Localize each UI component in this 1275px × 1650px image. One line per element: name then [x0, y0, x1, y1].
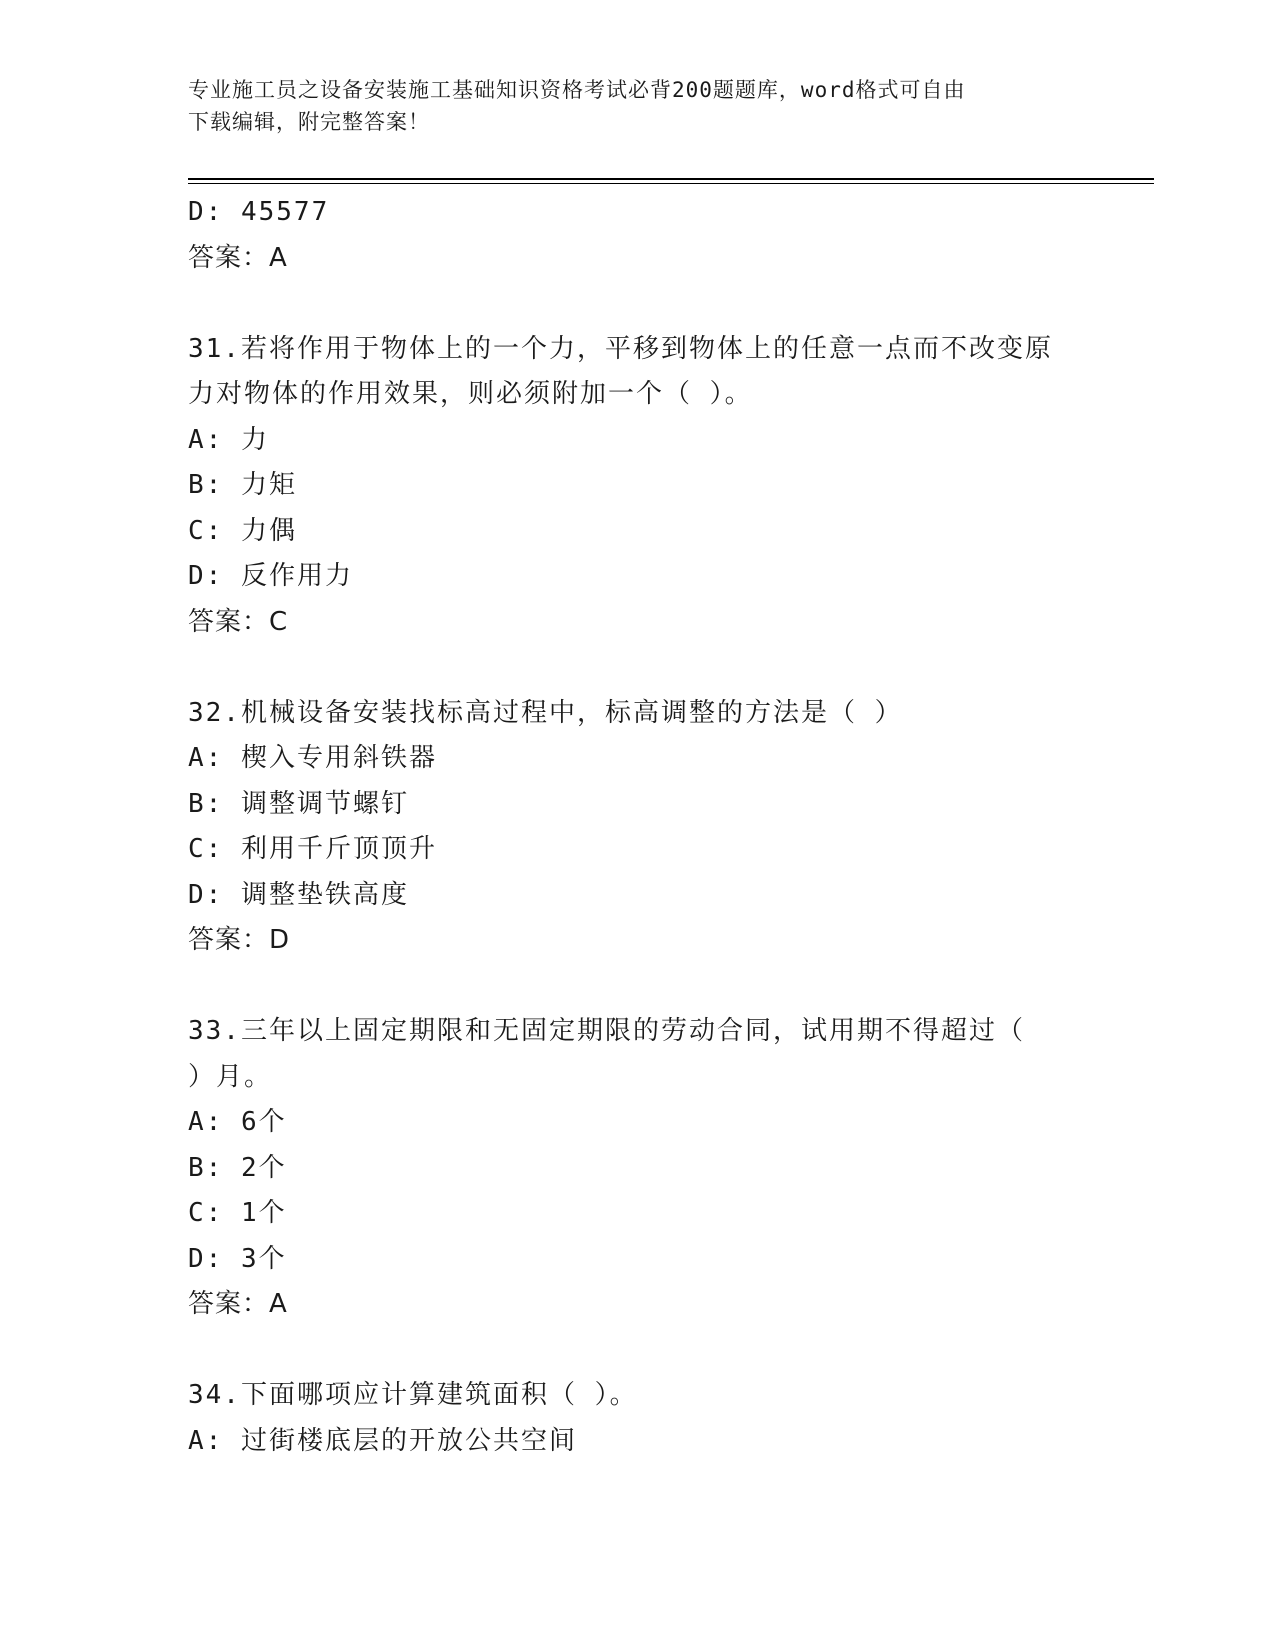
question-stem: 33.三年以上固定期限和无固定期限的劳动合同，试用期不得超过（ [188, 1016, 1025, 1046]
header-line-2: 下载编辑，附完整答案！ [188, 110, 430, 134]
spacer [188, 281, 1088, 327]
option-a: A: 力 [188, 424, 269, 455]
spacer [188, 964, 1088, 1010]
question-31 [188, 327, 1088, 646]
question-stem: ）月。 [188, 1061, 273, 1092]
question-stem: 力对物体的作用效果，则必须附加一个（ ）。 [188, 379, 753, 409]
option-c: C: 力偶 [188, 515, 297, 546]
document-header [188, 74, 1088, 138]
previous-question-tail [188, 190, 1088, 281]
header-divider-thin [188, 183, 1154, 184]
answer-line: 答案：A [188, 1289, 288, 1319]
option-a: A: 过街楼底层的开放公共空间 [188, 1425, 577, 1456]
answer-line: 答案：C [188, 606, 289, 637]
option-d: D: 反作用力 [188, 561, 353, 591]
spacer [188, 1328, 1088, 1374]
option-b: B: 2个 [188, 1152, 287, 1183]
question-34 [188, 1373, 1088, 1464]
question-stem: 31.若将作用于物体上的一个力，平移到物体上的任意一点而不改变原 [188, 333, 1053, 364]
spacer [188, 645, 1088, 691]
option-b: B: 力矩 [188, 470, 297, 500]
question-stem: 34.下面哪项应计算建筑面积（ ）。 [188, 1380, 638, 1410]
header-divider-thick [188, 178, 1154, 180]
option-d: D: 45577 [188, 197, 330, 227]
option-a: A: 6个 [188, 1107, 287, 1137]
option-b: B: 调整调节螺钉 [188, 788, 409, 819]
document-body [188, 190, 1088, 1464]
option-d: D: 调整垫铁高度 [188, 879, 409, 910]
option-c: C: 1个 [188, 1198, 287, 1228]
option-d: D: 3个 [188, 1243, 287, 1274]
question-33 [188, 1009, 1088, 1328]
answer-line: 答案：A [188, 242, 288, 273]
question-32 [188, 691, 1088, 964]
header-line-1: 专业施工员之设备安装施工基础知识资格考试必背200题题库，word格式可自由 [188, 78, 966, 102]
answer-line: 答案：D [188, 925, 291, 955]
option-a: A: 楔入专用斜铁器 [188, 743, 437, 773]
question-stem: 32.机械设备安装找标高过程中，标高调整的方法是（ ） [188, 697, 903, 728]
option-c: C: 利用千斤顶顶升 [188, 834, 437, 864]
